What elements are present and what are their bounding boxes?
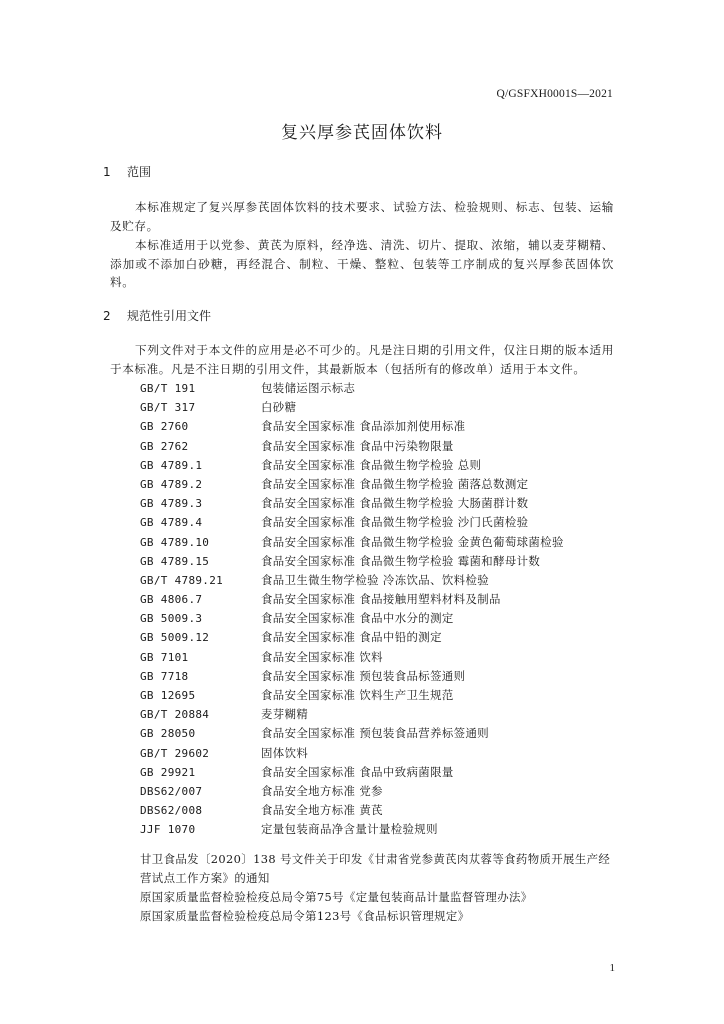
document-title: 复兴厚参芪固体饮料: [281, 123, 443, 143]
reference-name: 食品安全国家标准 食品中水分的测定: [261, 611, 454, 626]
reference-code: GB 4806.7: [140, 593, 203, 607]
reference-name: 食品安全国家标准 食品中污染物限量: [261, 438, 454, 453]
reference-code: GB 12695: [140, 689, 196, 702]
reference-code: GB/T 4789.21: [140, 573, 224, 587]
reference-name: 食品安全国家标准 食品微生物学检验 总则: [261, 457, 482, 472]
reference-item: [140, 724, 564, 743]
reference-name: 食品安全国家标准 食品接触用塑料材料及制品: [261, 592, 501, 607]
reference-code: GB 7101: [140, 650, 189, 664]
reference-code: GB 2762: [140, 439, 189, 453]
reference-item: [140, 475, 564, 494]
reference-code: DBS62/007: [140, 784, 203, 798]
reference-item: [140, 667, 564, 686]
reference-name: 食品安全地方标准 党参: [261, 783, 383, 798]
reference-code: GB 5009.3: [140, 612, 203, 626]
section-number: 1: [103, 165, 111, 179]
reference-item: [140, 820, 564, 839]
reference-code: GB 4789.3: [140, 497, 203, 511]
reference-name: 定量包装商品净含量计量检验规则: [261, 822, 438, 837]
reference-name: 食品安全国家标准 食品微生物学检验 金黄色葡萄球菌检验: [261, 534, 564, 549]
scope-paragraph-2: 本标准适用于以党参、黄芪为原料，经净选、清洗、切片、提取、浓缩，辅以麦芽糊精、添加或不添加白砂糖，再经混合、制粒、干燥、整粒、包装等工序制成的复兴厚参芪固体饮料。: [110, 238, 614, 290]
reference-code: GB/T 20884: [140, 708, 210, 722]
page-number: 1: [609, 962, 615, 974]
reference-item: [140, 552, 564, 571]
reference-name: 白砂糖: [261, 400, 297, 415]
reference-name: 食品安全国家标准 食品微生物学检验 霉菌和酵母计数: [261, 553, 541, 568]
reference-list: [140, 379, 564, 840]
section-title: 范围: [127, 165, 152, 179]
reference-item: [140, 801, 564, 820]
reference-item: [140, 417, 564, 436]
reference-item: [140, 628, 564, 647]
reference-name: 食品安全国家标准 食品添加剂使用标准: [261, 419, 466, 434]
reference-code: GB 4789.1: [140, 458, 203, 472]
reference-code: GB 7718: [140, 669, 189, 683]
reference-code: GB 4789.10: [140, 535, 210, 549]
standard-code: Q/GSFXH0001S—2021: [496, 88, 613, 100]
reference-code: GB 5009.12: [140, 631, 210, 645]
reference-item: [140, 456, 564, 475]
reference-code: GB 4789.4: [140, 516, 203, 530]
reference-item: [140, 533, 564, 552]
scope-paragraph-1: 本标准规定了复兴厚参芪固体饮料的技术要求、试验方法、检验规则、标志、包装、运输及贮存。: [110, 200, 614, 233]
reference-name: 食品卫生微生物学检验 冷冻饮品、饮料检验: [261, 572, 490, 587]
reference-code: GB/T 191: [140, 382, 196, 395]
reference-code: GB 4789.15: [140, 554, 210, 568]
reference-name: 食品安全国家标准 食品微生物学检验 沙门氏菌检验: [261, 515, 529, 530]
additional-reference: 原国家质量监督检验检疫总局令第75号《定量包装商品计量监督管理办法》: [140, 890, 533, 904]
references-intro: 下列文件对于本文件的应用是必不可少的。凡是注日期的引用文件，仅注日期的版本适用于本标准。凡是不注日期的引用文件，其最新版本（包括所有的修改单）适用于本文件。: [110, 343, 614, 376]
reference-name: 麦芽糊精: [261, 707, 309, 722]
section-number: 2: [103, 309, 111, 323]
reference-item: [140, 398, 564, 417]
reference-code: GB 29921: [140, 765, 196, 779]
reference-name: 食品安全国家标准 预包装食品标签通则: [261, 668, 466, 683]
reference-item: [140, 513, 564, 532]
reference-name: 食品安全国家标准 食品微生物学检验 菌落总数测定: [261, 476, 529, 491]
reference-name: 食品安全国家标准 食品中铅的测定: [261, 630, 442, 645]
reference-item: [140, 648, 564, 667]
reference-name: 食品安全国家标准 食品微生物学检验 大肠菌群计数: [261, 496, 529, 511]
reference-code: JJF 1070: [140, 823, 196, 837]
additional-reference: 原国家质量监督检验检疫总局令第123号《食品标识管理规定》: [140, 909, 470, 923]
reference-name: 固体饮料: [261, 745, 309, 760]
section-1-heading: [103, 163, 151, 180]
reference-code: GB 4789.2: [140, 477, 203, 491]
section-title: 规范性引用文件: [127, 309, 212, 323]
additional-reference: 甘卫食品发〔2020〕138 号文件关于印发《甘肃省党参黄芪肉苁蓉等食药物质开展生产经营试点工作方案》的通知: [140, 852, 611, 886]
reference-item: [140, 782, 564, 801]
reference-item: [140, 437, 564, 456]
reference-name: 食品安全国家标准 饮料: [261, 649, 383, 664]
reference-item: [140, 494, 564, 513]
reference-item: [140, 705, 564, 724]
reference-item: [140, 609, 564, 628]
reference-code: GB 2760: [140, 420, 189, 434]
section-2-heading: [103, 307, 211, 324]
reference-item: [140, 686, 564, 705]
reference-item: [140, 590, 564, 609]
reference-name: 食品安全国家标准 预包装食品营养标签通则: [261, 726, 490, 741]
reference-code: GB 28050: [140, 727, 196, 741]
reference-item: [140, 379, 564, 398]
reference-code: GB/T 317: [140, 401, 196, 415]
reference-item: [140, 744, 564, 763]
reference-item: [140, 763, 564, 782]
reference-code: DBS62/008: [140, 804, 203, 818]
reference-name: 食品安全国家标准 饮料生产卫生规范: [261, 688, 454, 702]
reference-name: 食品安全地方标准 黄芪: [261, 803, 383, 818]
reference-name: 食品安全国家标准 食品中致病菌限量: [261, 764, 454, 779]
reference-code: GB/T 29602: [140, 746, 210, 760]
reference-name: 包装储运图示标志: [261, 381, 356, 395]
reference-item: [140, 571, 564, 590]
